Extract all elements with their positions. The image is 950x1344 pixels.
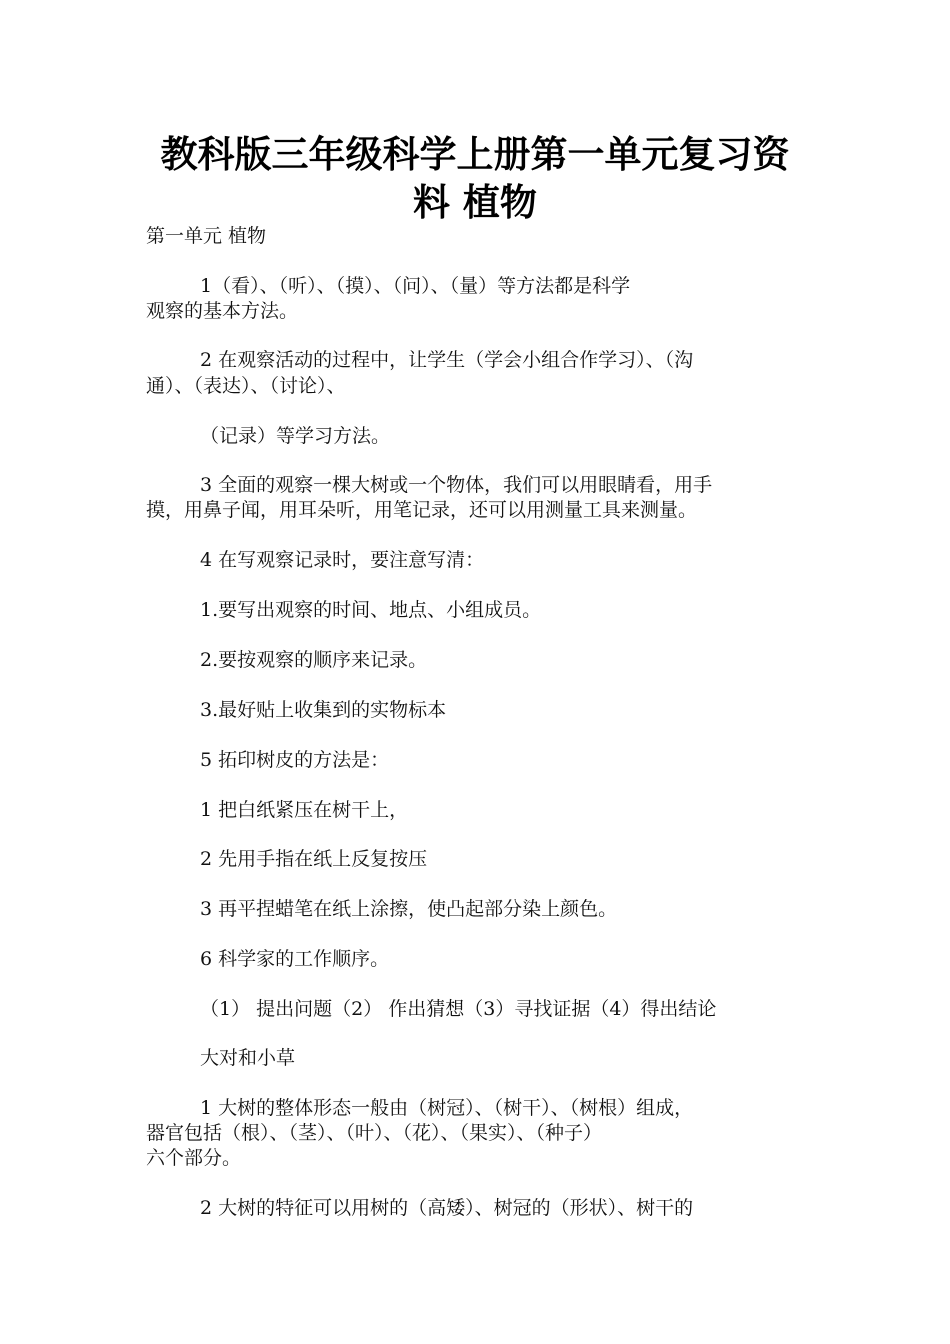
tree-paragraph-1-line-2: 器官包括（根）、（茎）、（叶）、（花）、（果实）、（种子） xyxy=(146,1122,603,1144)
tree-paragraph-1-line-1: 1 大树的整体形态一般由（树冠）、（树干）、（树根）组成， xyxy=(200,1097,694,1119)
tree-paragraph-2-line-1: 2 大树的特征可以用树的（高矮）、树冠的（形状）、树干的 xyxy=(200,1197,694,1219)
list-item-1: 1.要写出观察的时间、地点、小组成员。 xyxy=(200,599,542,621)
paragraph-1-line-1: 1（看）、（听）、（摸）、（问）、（量）等方法都是科学 xyxy=(200,275,631,297)
step-2: 2 先用手指在纸上反复按压 xyxy=(200,848,428,870)
paragraph-5: 5 拓印树皮的方法是： xyxy=(200,749,390,771)
paragraph-3-line-2: 摸，用鼻子闻，用耳朵听，用笔记录，还可以用测量工具来测量。 xyxy=(146,499,698,521)
paragraph-2-line-3: （记录）等学习方法。 xyxy=(200,425,391,447)
tree-paragraph-1-line-3: 六个部分。 xyxy=(146,1147,242,1169)
paragraph-3-line-1: 3 全面的观察一棵大树或一个物体，我们可以用眼睛看，用手 xyxy=(200,474,713,496)
section-heading: 大对和小草 xyxy=(200,1047,296,1069)
list-item-2: 2.要按观察的顺序来记录。 xyxy=(200,649,428,671)
unit-heading: 第一单元 植物 xyxy=(146,225,267,247)
document-title-line-1: 教科版三年级科学上册第一单元复习资 xyxy=(160,133,790,176)
paragraph-2-line-1: 2 在观察活动的过程中，让学生（学会小组合作学习）、（沟 xyxy=(200,349,694,371)
paragraph-1-line-2: 观察的基本方法。 xyxy=(146,300,299,322)
paragraph-2-line-2: 通）、（表达）、（讨论）、 xyxy=(146,375,346,397)
list-item-3: 3.最好贴上收集到的实物标本 xyxy=(200,699,447,721)
document-title-line-2: 料 植物 xyxy=(413,181,537,224)
step-3: 3 再平捏蜡笔在纸上涂擦，使凸起部分染上颜色。 xyxy=(200,898,618,920)
step-1: 1 把白纸紧压在树干上， xyxy=(200,799,409,821)
paragraph-6: 6 科学家的工作顺序。 xyxy=(200,948,390,970)
science-process-steps: （1） 提出问题（2） 作出猜想（3）寻找证据（4）得出结论 xyxy=(200,998,717,1020)
paragraph-4: 4 在写观察记录时，要注意写清： xyxy=(200,549,485,571)
